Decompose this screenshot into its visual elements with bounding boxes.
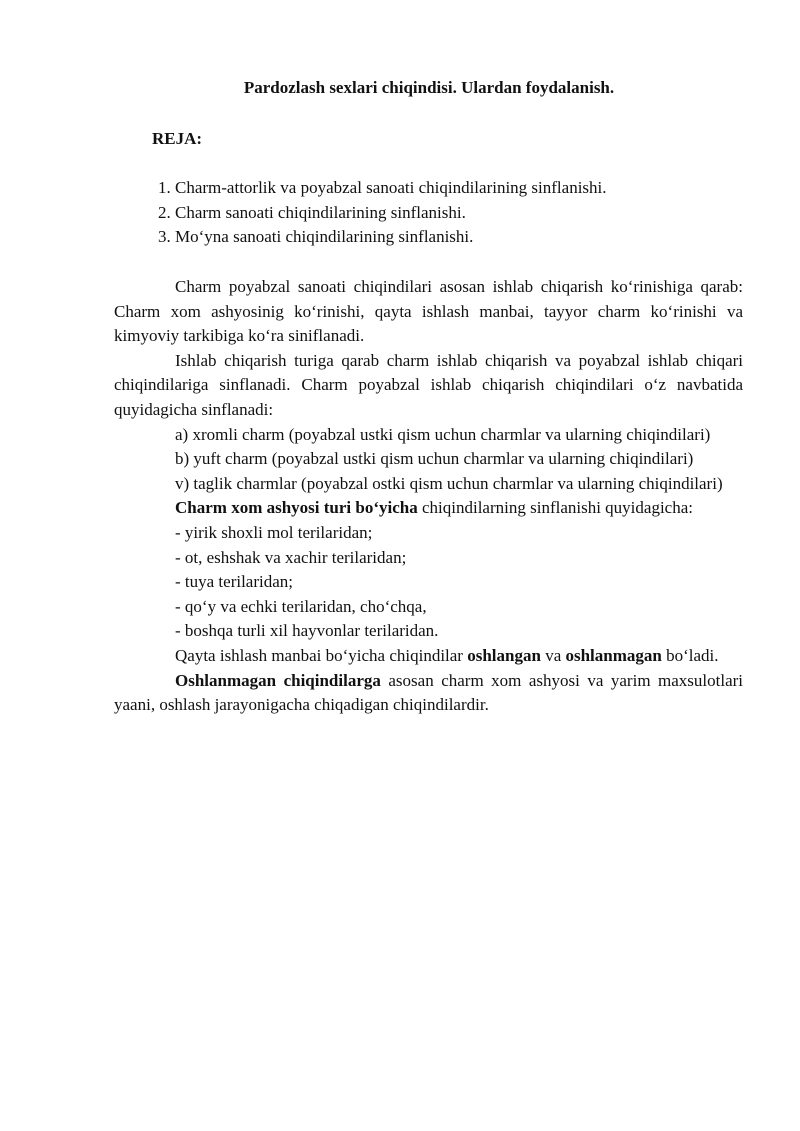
list-item: - qo‘y va echki terilaridan, cho‘chqa, [175, 596, 427, 616]
bold-phrase: oshlanmagan [565, 645, 662, 665]
list-item: - tuya terilaridan; [175, 572, 294, 592]
body-text [114, 275, 743, 718]
list-item: - boshqa turli xil hayvonlar terilaridan. [175, 621, 439, 641]
paragraph [114, 644, 743, 669]
paragraph-text: chiqindilarning sinflanishi quyidagicha: [417, 498, 693, 518]
paragraph: Charm poyabzal sanoati chiqindilari asosan ishlab chiqarish ko‘rinishiga qarab: Charm xom ashyosinig ko‘rinishi, qayta ishlash manbai, tayyor charm ko‘rinishi va kimyoviy tarkibiga ko‘ra siniflanadi. [114, 277, 743, 346]
paragraph-text: asosan charm xom ashyosi va yarim maxsulotlari yaani, oshlash jarayonigacha chiqadigan chiqindilardir. [114, 670, 744, 715]
list-item: - yirik shoxli mol terilaridan; [175, 522, 373, 542]
paragraph-text: va [540, 645, 566, 665]
paragraph: a) xromli charm (poyabzal ustki qism uchun charmlar va ularning chiqindilari) [175, 424, 711, 444]
plan-list [158, 176, 607, 250]
bold-phrase: Charm xom ashyosi turi bo‘yicha [175, 498, 418, 518]
paragraph: b) yuft charm (poyabzal ustki qism uchun charmlar va ularning chiqindilari) [175, 449, 694, 469]
document-title: Pardozlash sexlari chiqindisi. Ulardan foydalanish. [243, 78, 615, 97]
plan-item: 3. Mo‘yna sanoati chiqindilarining sinflanishi. [158, 227, 474, 246]
list-item: - ot, eshshak va xachir terilaridan; [175, 547, 407, 567]
plan-item: 2. Charm sanoati chiqindilarining sinflanishi. [158, 202, 466, 222]
bold-phrase: Oshlanmagan chiqindilarga [175, 670, 381, 690]
plan-item: 1. Charm-attorlik va poyabzal sanoati chiqindilarining sinflanishi. [158, 178, 607, 197]
bold-phrase: oshlangan [467, 645, 541, 665]
paragraph: v) taglik charmlar (poyabzal ostki qism uchun charmlar va ularning chiqindilari) [175, 473, 723, 493]
paragraph-text: Qayta ishlash manbai bo‘yicha chiqindilar [175, 645, 468, 665]
paragraph-text: bo‘ladi. [661, 645, 719, 665]
paragraph [114, 496, 743, 521]
paragraph: Ishlab chiqarish turiga qarab charm ishlab chiqarish va poyabzal ishlab chiqari chiqindilariga sinflanadi. Charm poyabzal ishlab chiqarish chiqindilari o‘z navbatida quyidagicha sinflanadi: [114, 350, 743, 419]
plan-heading: REJA: [152, 129, 203, 148]
paragraph [114, 669, 743, 718]
